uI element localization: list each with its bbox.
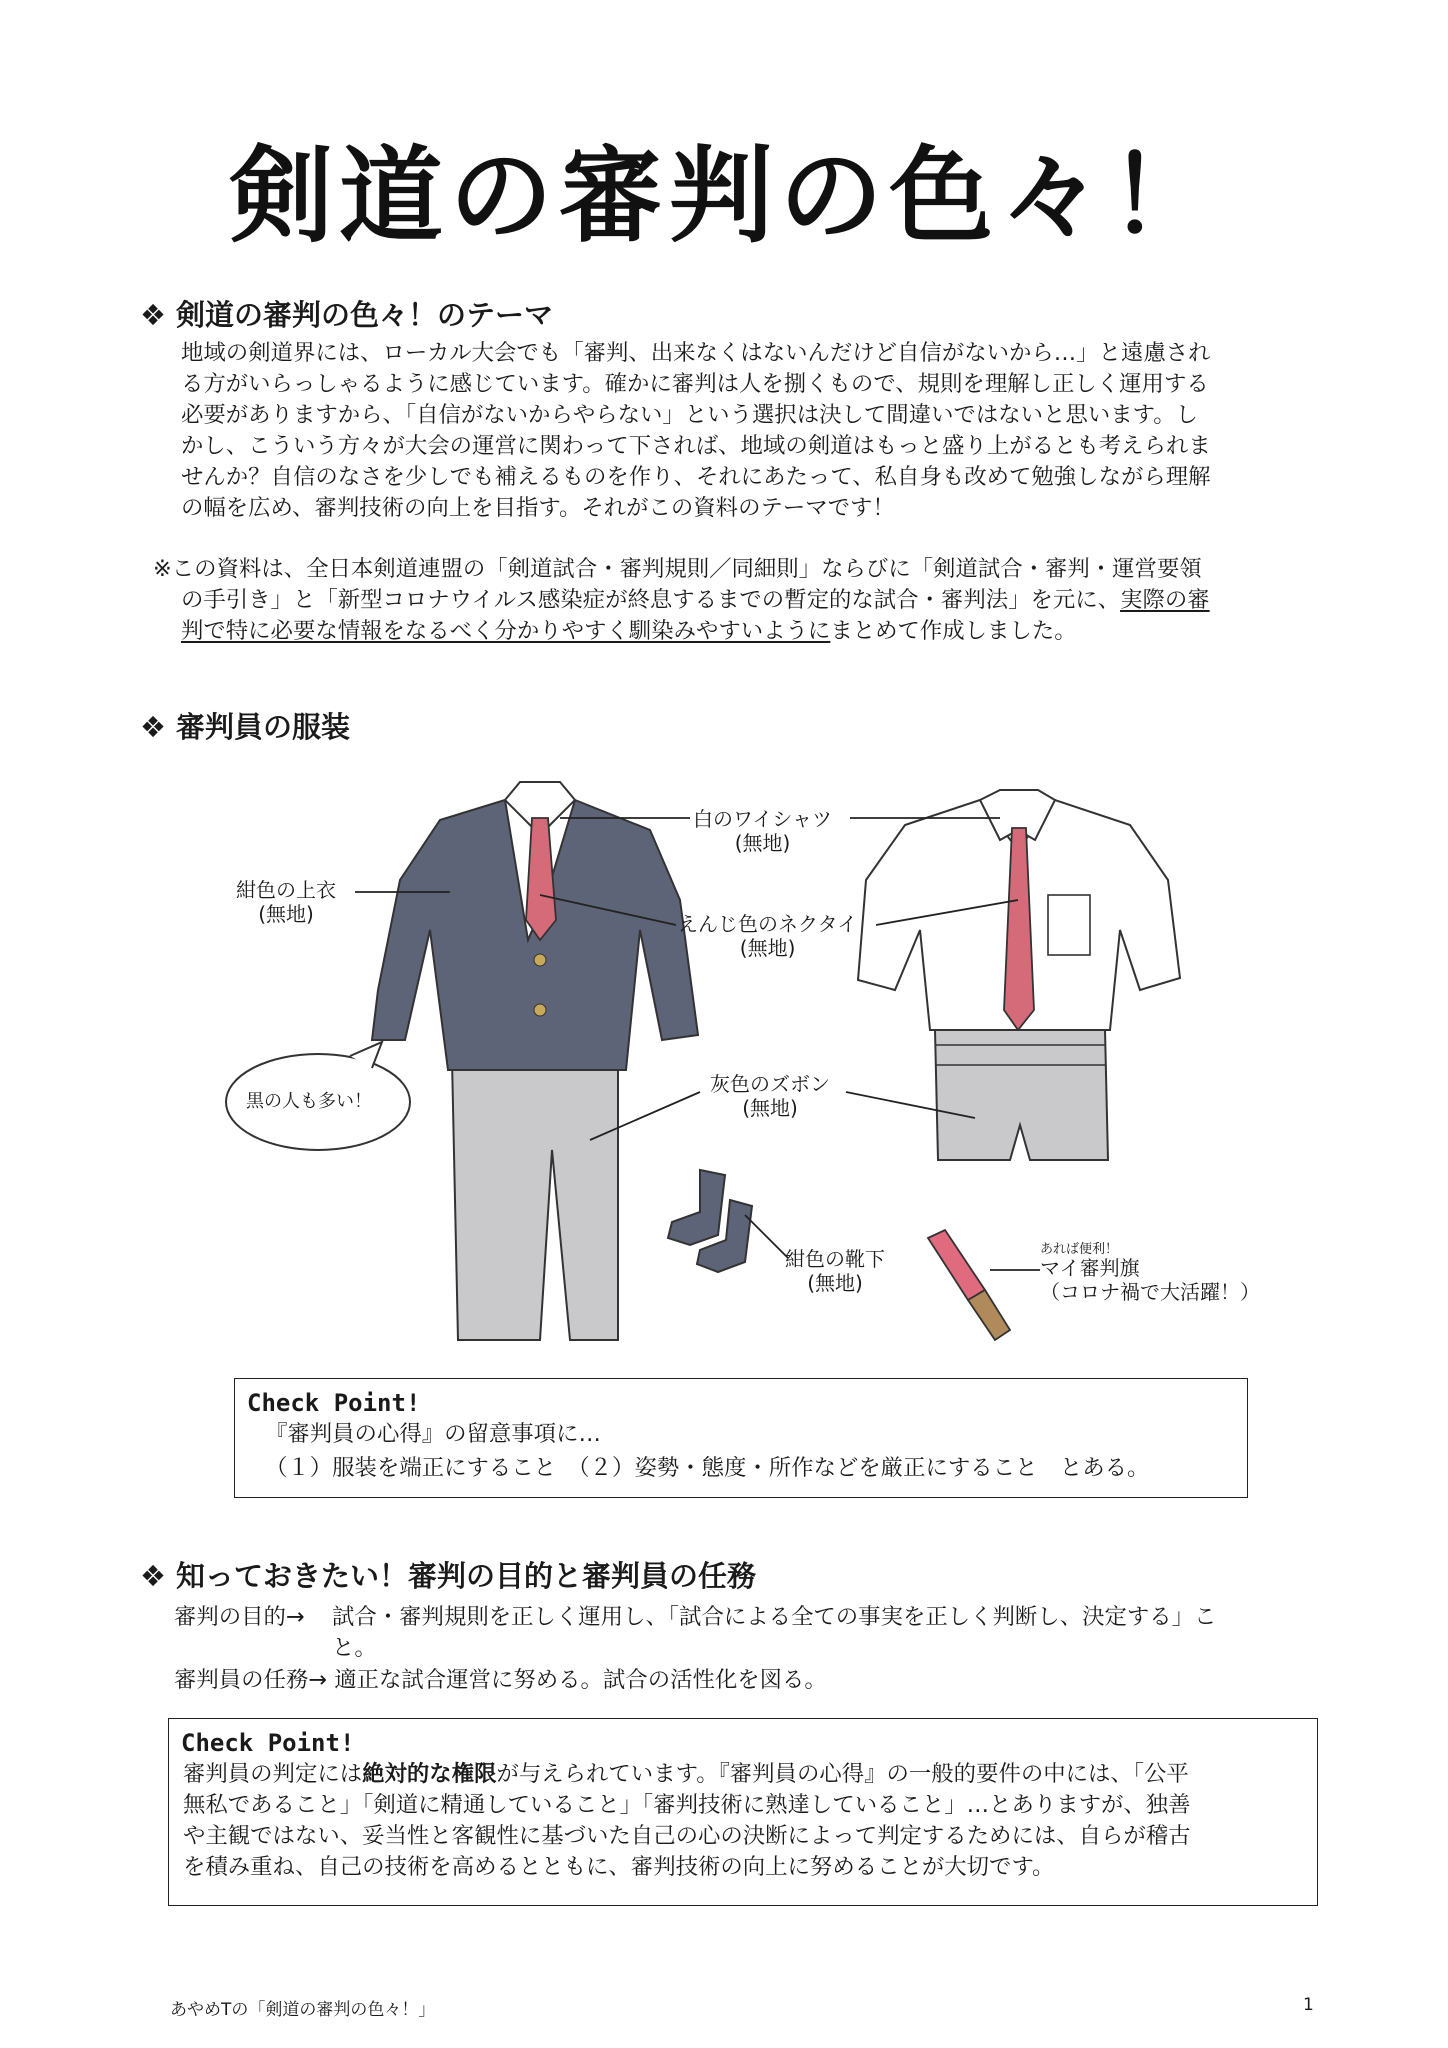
page-title: 剣道の審判の色々！ (228, 135, 1219, 257)
line1-part-b: が与えられています。『審判員の心得』の一般的要件の中には、「公平 (496, 1761, 1189, 1787)
label-jacket-sub: (無地) (258, 902, 314, 926)
diamond-bullet-icon: ❖ (140, 1559, 166, 1593)
checkpoint-authority-box (168, 1718, 1318, 1906)
footer-title: あやめTの「剣道の審判の色々！」 (170, 2000, 436, 2020)
checkpoint-authority-line4: を積み重ね、自己の技術を高めるとともに、審判技術の向上に努めることが大切です。 (183, 1854, 1055, 1880)
theme-line: る方がいらっしゃるように感じています。確かに審判は人を捌くもので、規則を理解し正しく運用する (181, 371, 1209, 397)
label-tie (678, 912, 857, 960)
note-line-3-underlined: 判で特に必要な情報をなるべく分かりやすく馴染みやすいように (181, 618, 831, 644)
theme-line: 地域の剣道界には、ローカル大会でも「審判、出来なくはないんだけど自信がないから…」と遠慮され (181, 340, 1211, 366)
note-line-1: ※この資料は、全日本剣道連盟の「剣道試合・審判規則／同細則」ならびに「剣道試合・審判・運営要領 (153, 556, 1202, 582)
purpose-text-line2: と。 (332, 1635, 377, 1661)
shirt-figure-pants-drawing (935, 1030, 1108, 1160)
leader-socks (745, 1215, 788, 1258)
checkpoint-authority-line3: や主観ではない、妥当性と客観性に基づいた自己の心の決断によって判定するためには、自らが稽古 (183, 1823, 1191, 1849)
checkpoint-authority-line2: 無私であること」「剣道に精通していること」「審判技術に熟達していること」…とありますが、独善 (183, 1792, 1191, 1818)
diamond-bullet-icon: ❖ (140, 710, 166, 744)
section-heading-attire-text: 審判員の服装 (176, 710, 351, 744)
note-line-2-plain: の手引き」と「新型コロナウイルス感染症が終息するまでの暫定的な試合・審判法」を元に、 (181, 587, 1121, 613)
checkpoint-authority-title: Check Point! (181, 1729, 355, 1757)
label-pants (710, 1072, 830, 1120)
label-jacket (236, 878, 336, 926)
theme-line: の幅を広め、審判技術の向上を目指す。それがこの資料のテーマです！ (181, 495, 895, 521)
checkpoint-attire-line2: （１）服装を端正にすること （２）姿勢・態度・所作などを厳正にすること とある。 (265, 1455, 1150, 1481)
section-heading-theme-text: 剣道の審判の色々！のテーマ (176, 298, 554, 332)
diamond-bullet-icon: ❖ (140, 298, 166, 332)
label-socks (785, 1247, 885, 1295)
checkpoint-attire-box (234, 1378, 1248, 1498)
purpose-text-line1: 試合・審判規則を正しく運用し、「試合による全ての事実を正しく判断し、決定する」こ (332, 1604, 1217, 1630)
gray-pants-drawing (452, 1060, 618, 1340)
theme-line: 必要がありますから、「自信がないからやらない」という選択は決して間違いではないと思います。し (181, 402, 1198, 428)
page-number: 1 (1303, 1995, 1314, 2015)
label-tie-sub: (無地) (739, 936, 796, 960)
checkpoint-authority-line1 (183, 1759, 1191, 1790)
line1-bold: 絶対的な権限 (362, 1761, 497, 1787)
label-socks-sub: (無地) (807, 1271, 863, 1295)
navy-socks-drawing (668, 1170, 752, 1272)
checkpoint-authority-body (183, 1759, 1191, 1883)
duty-label: 審判員の任務→ (174, 1667, 328, 1693)
label-flag-text: マイ審判旗 (1040, 1256, 1140, 1280)
purpose-text (332, 1602, 1216, 1664)
label-jacket-text: 紺色の上衣 (236, 878, 336, 902)
label-flag-small: あれば便利！ (1040, 1242, 1119, 1257)
label-pants-sub: (無地) (742, 1096, 798, 1120)
label-shirt-text: 白のワイシャツ (693, 807, 832, 831)
label-shirt-sub: (無地) (734, 831, 791, 855)
checkpoint-attire-line1: 『審判員の心得』の留意事項に… (265, 1421, 601, 1447)
duty-text: 適正な試合運営に努める。試合の活性化を図る。 (334, 1667, 827, 1693)
label-flag-sub: （コロナ禍で大活躍！） (1040, 1280, 1260, 1304)
label-socks-text: 紺色の靴下 (785, 1247, 885, 1271)
checkpoint-attire-title: Check Point! (247, 1389, 421, 1417)
note-line-2-underlined: 実際の審 (1120, 587, 1210, 613)
theme-line: かし、こういう方々が大会の運営に関わって下されば、地域の剣道はもっと盛り上がるとも考えられま (181, 433, 1211, 459)
label-flag (1040, 1256, 1260, 1304)
line1-part-a: 審判員の判定には (183, 1761, 363, 1787)
duty-row (174, 1665, 827, 1696)
label-shirt (693, 807, 832, 855)
speech-bubble-text: 黒の人も多い！ (246, 1091, 372, 1112)
label-pants-text: 灰色のズボン (710, 1072, 830, 1096)
purpose-label: 審判の目的→ (174, 1604, 305, 1630)
section-heading-purpose (140, 1554, 756, 1595)
referee-flag-drawing (928, 1230, 1010, 1340)
label-tie-text: えんじ色のネクタイ (678, 912, 858, 936)
note-line-3-plain: まとめて作成しました。 (830, 618, 1077, 644)
section-heading-purpose-text: 知っておきたい！審判の目的と審判員の任務 (176, 1559, 757, 1593)
theme-line: せんか？自信のなさを少しでも補えるものを作り、それにあたって、私自身も改めて勉強しながら理解 (181, 464, 1211, 490)
